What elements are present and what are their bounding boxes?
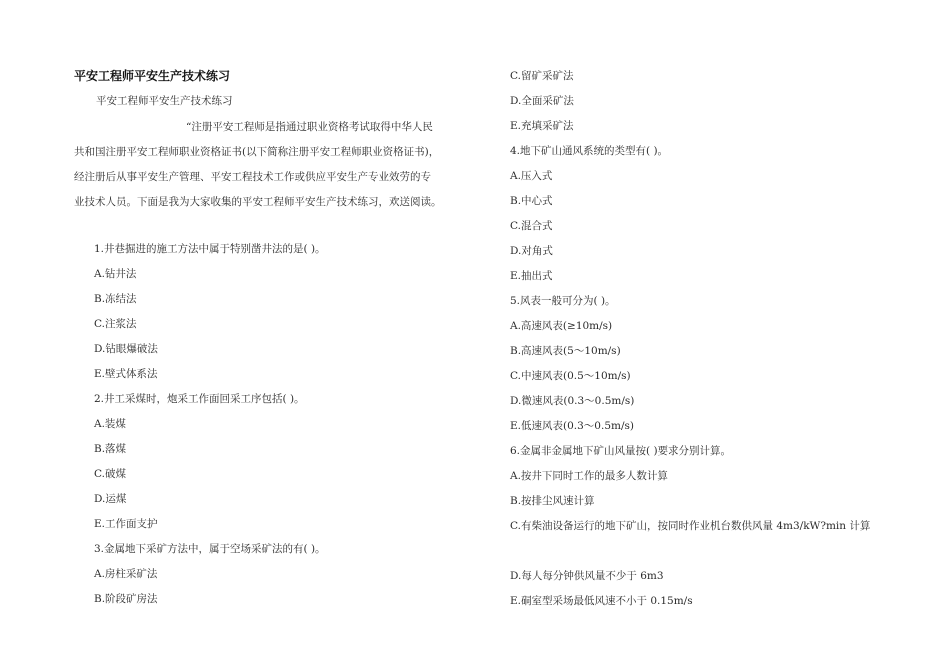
option-line: A.房柱采矿法 <box>94 568 158 580</box>
question-1: 1.井巷掘进的施工方法中属于特别凿井法的是( )。 <box>94 243 326 255</box>
option-line: C.混合式 <box>510 220 553 232</box>
option-line: D.每人每分钟供风量不少于 6m3 <box>510 570 664 582</box>
option-line: D.微速风表(0.3～0.5m/s) <box>510 395 635 407</box>
document-title: 平安工程师平安生产技术练习 <box>74 69 231 83</box>
option-line: B.落煤 <box>94 443 127 455</box>
option-line: E.充填采矿法 <box>510 120 574 132</box>
option-line: E.工作面支护 <box>94 518 158 530</box>
option-line: B.冻结法 <box>94 293 137 305</box>
option-line: D.运煤 <box>94 493 127 505</box>
option-line: E.低速风表(0.3～0.5m/s) <box>510 420 634 432</box>
document-subtitle: 平安工程师平安生产技术练习 <box>96 95 233 107</box>
option-line: A.高速风表(≥10m/s) <box>510 320 613 332</box>
option-line: E.硐室型采场最低风速不小于 0.15m/s <box>510 595 693 607</box>
option-line: D.钻眼爆破法 <box>94 343 158 355</box>
option-line: C.留矿采矿法 <box>510 70 574 82</box>
option-line: B.中心式 <box>510 195 553 207</box>
option-line: C.中速风表(0.5～10m/s) <box>510 370 631 382</box>
question-5: 5.风表一般可分为( )。 <box>510 295 616 307</box>
option-line: A.钻井法 <box>94 268 137 280</box>
option-line: D.对角式 <box>510 245 553 257</box>
option-line: D.全面采矿法 <box>510 95 574 107</box>
intro-line: 共和国注册平安工程师职业资格证书(以下简称注册平安工程师职业资格证书)， <box>74 146 440 158</box>
option-line: B.高速风表(5～10m/s) <box>510 345 621 357</box>
intro-line: 业技术人员。下面是我为大家收集的平安工程师平安生产技术练习，欢送阅读。 <box>74 196 442 208</box>
option-line: A.压入式 <box>510 170 553 182</box>
option-line: A.按井下同时工作的最多人数计算 <box>510 470 668 482</box>
intro-line: 经注册后从事平安生产管理、平安工程技术工作或供应平安生产专业效劳的专 <box>74 171 431 183</box>
option-line: C.有柴油设备运行的地下矿山，按同时作业机台数供风量 4m3/kW?min 计算 <box>510 520 871 532</box>
option-line: E.抽出式 <box>510 270 553 282</box>
intro-line: “注册平安工程师是指通过职业资格考试取得中华人民 <box>186 121 433 133</box>
question-6: 6.金属非金属地下矿山风量按( )要求分别计算。 <box>510 445 732 457</box>
question-3: 3.金属地下采矿方法中，属于空场采矿法的有( )。 <box>94 543 326 555</box>
option-line: B.按排尘风速计算 <box>510 495 595 507</box>
option-line: C.注浆法 <box>94 318 137 330</box>
question-4: 4.地下矿山通风系统的类型有( )。 <box>510 145 669 157</box>
option-line: B.阶段矿房法 <box>94 593 158 605</box>
question-2: 2.井工采煤时，炮采工作面回采工序包括( )。 <box>94 393 305 405</box>
option-line: E.壁式体系法 <box>94 368 158 380</box>
option-line: C.破煤 <box>94 468 126 480</box>
option-line: A.装煤 <box>94 418 126 430</box>
